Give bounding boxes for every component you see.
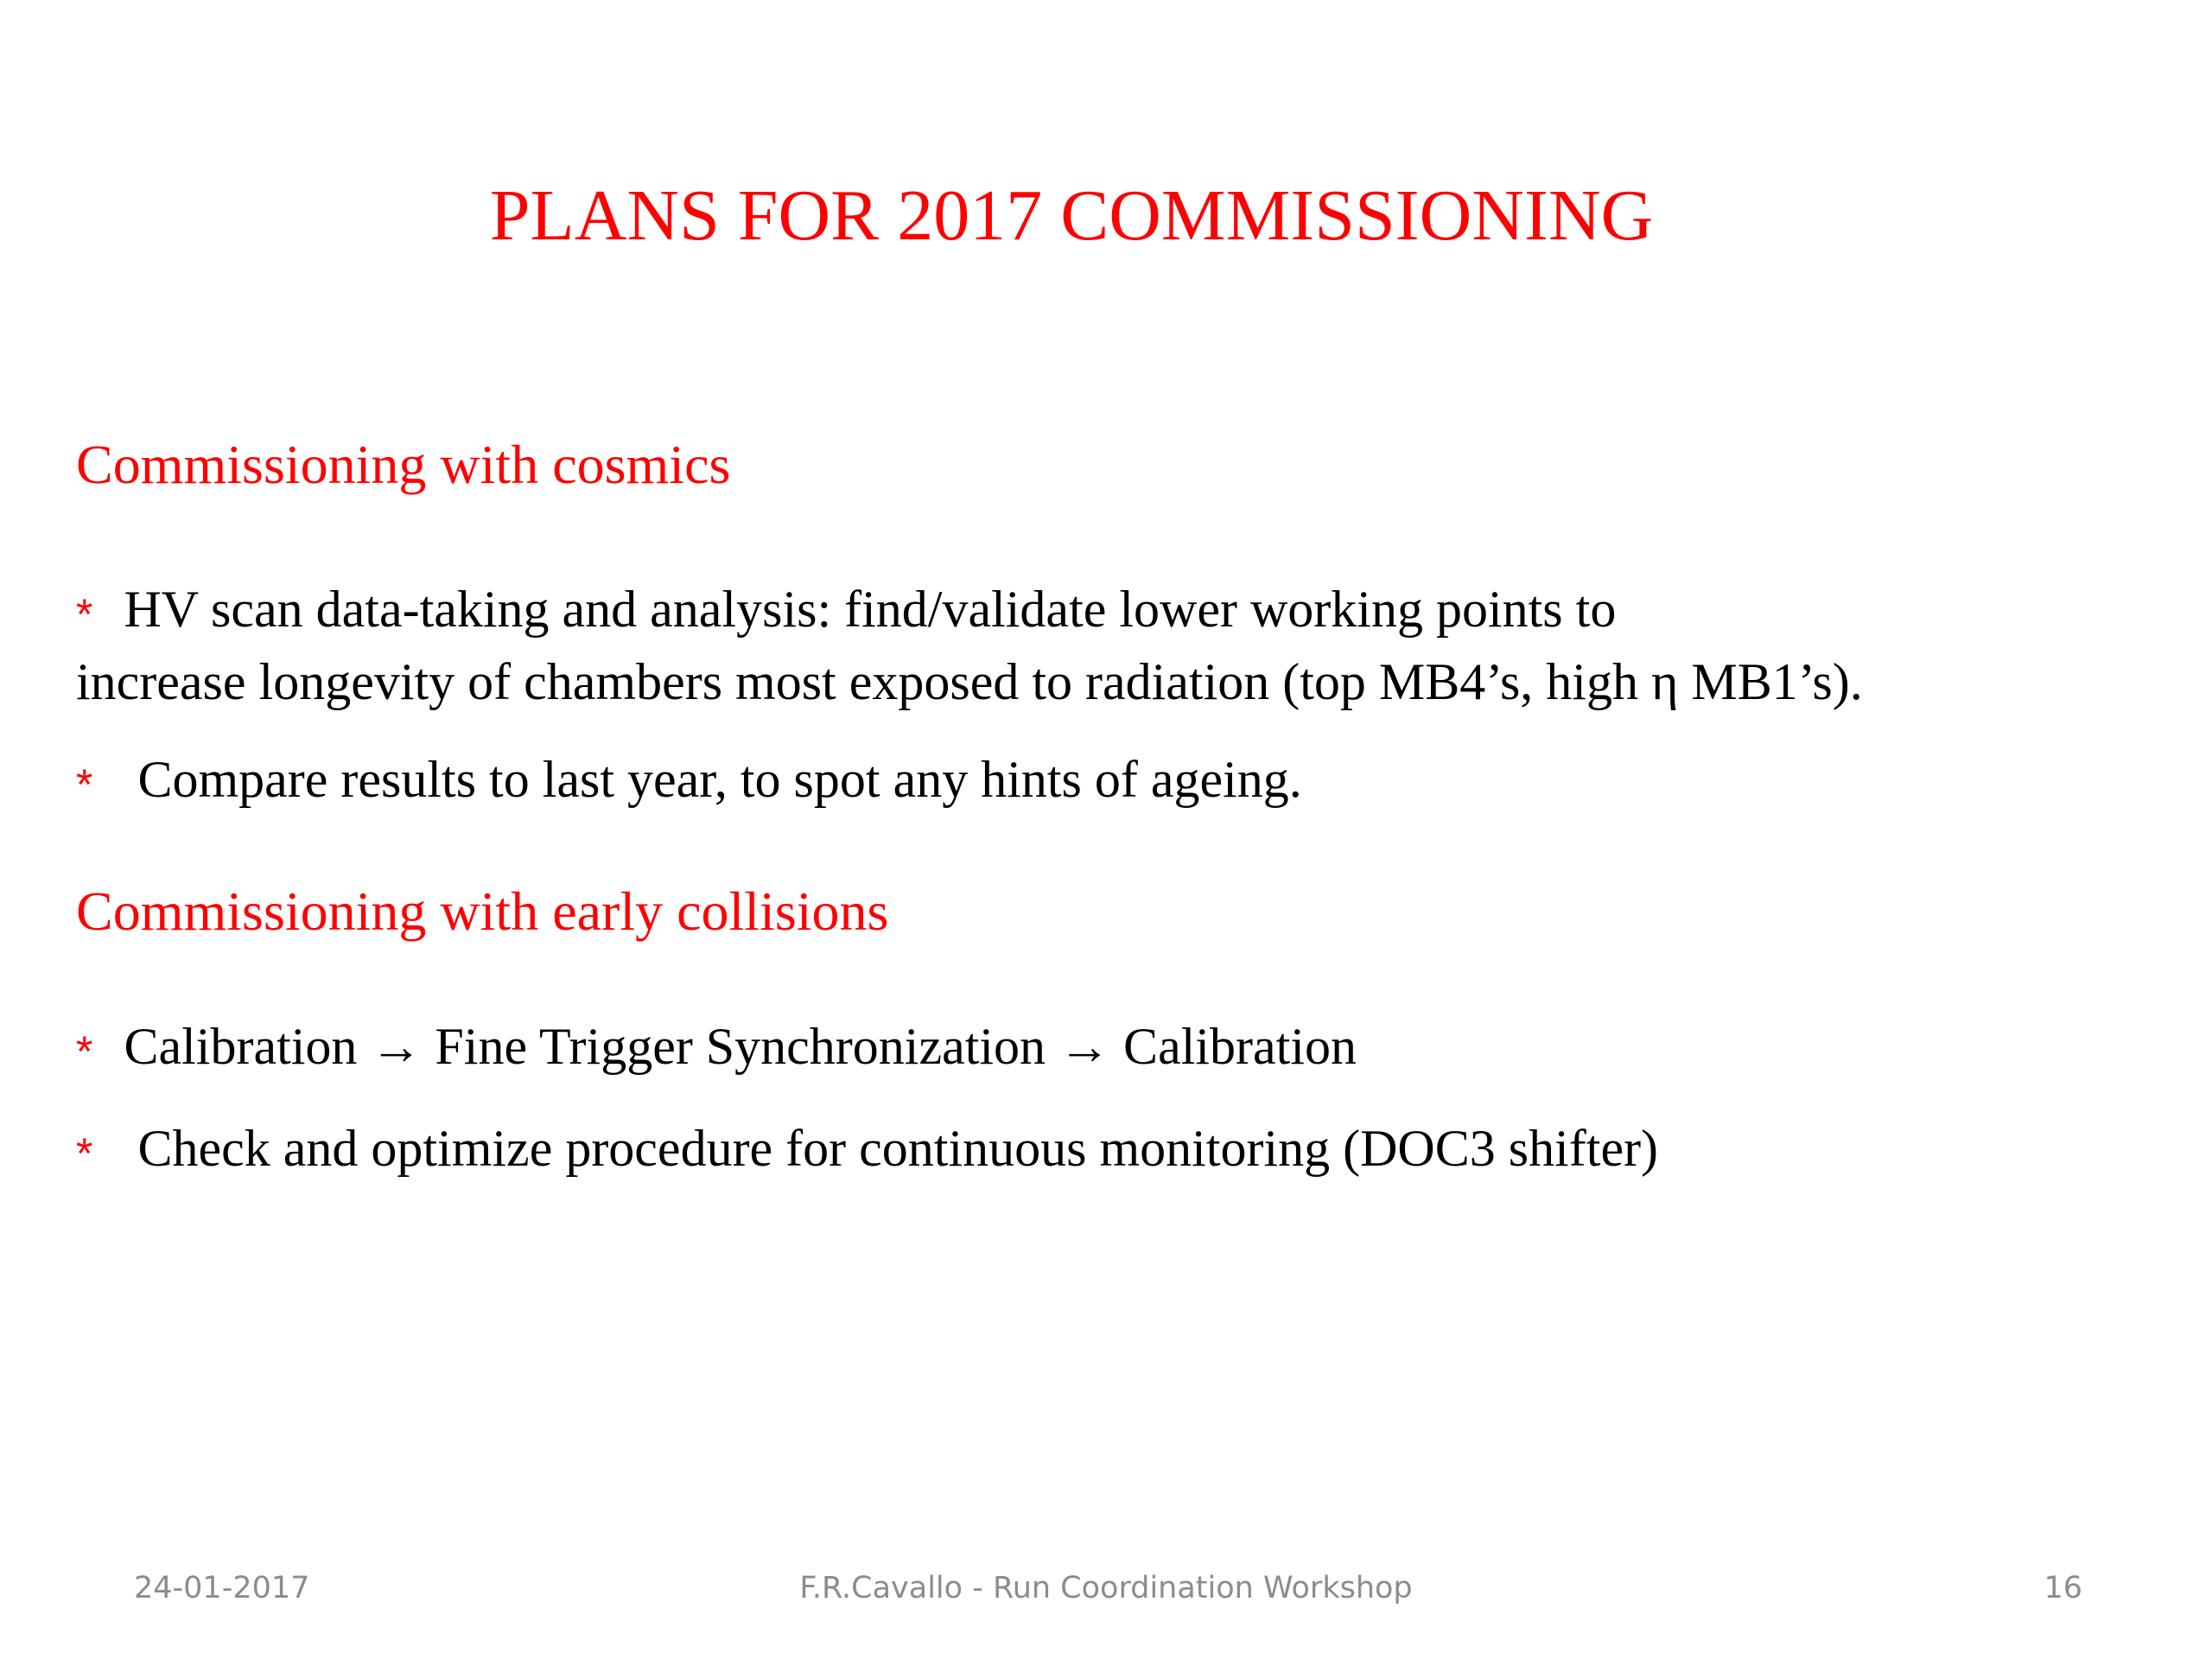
bullet-text-line-2: increase longevity of chambers most exposed to radiation (top MB4’s, high η MB1’s). [76, 653, 1863, 710]
bullet-monitoring [76, 1115, 1658, 1187]
bullet-text: Compare results to last year, to spot any hints of ageing. [137, 751, 1302, 808]
bullet-text-line-1: HV scan data-taking and analysis: find/validate lower working points to [124, 581, 1617, 638]
footer-date: 24-01-2017 [134, 1571, 310, 1605]
footer-center-text: F.R.Cavallo - Run Coordination Workshop [799, 1571, 1413, 1605]
bullet-text: Check and optimize procedure for continuous monitoring (DOC3 shifter) [137, 1120, 1659, 1177]
bullet-marker: * [76, 590, 93, 639]
bullet-hv-scan [76, 575, 1863, 715]
footer-page-number: 16 [2044, 1571, 2082, 1605]
bullet-calibration [76, 1013, 1357, 1085]
section-heading-cosmics: Commissioning with cosmics [76, 434, 731, 495]
bullet-marker: * [76, 760, 93, 809]
slide-title: PLANS FOR 2017 COMMISSIONING [489, 175, 1654, 256]
bullet-marker: * [76, 1027, 93, 1076]
bullet-text: Calibration → Fine Trigger Synchronization → Calibration [124, 1018, 1357, 1075]
bullet-compare-results [76, 746, 1302, 818]
section-heading-early-collisions: Commissioning with early collisions [76, 880, 889, 942]
bullet-marker: * [76, 1129, 93, 1178]
